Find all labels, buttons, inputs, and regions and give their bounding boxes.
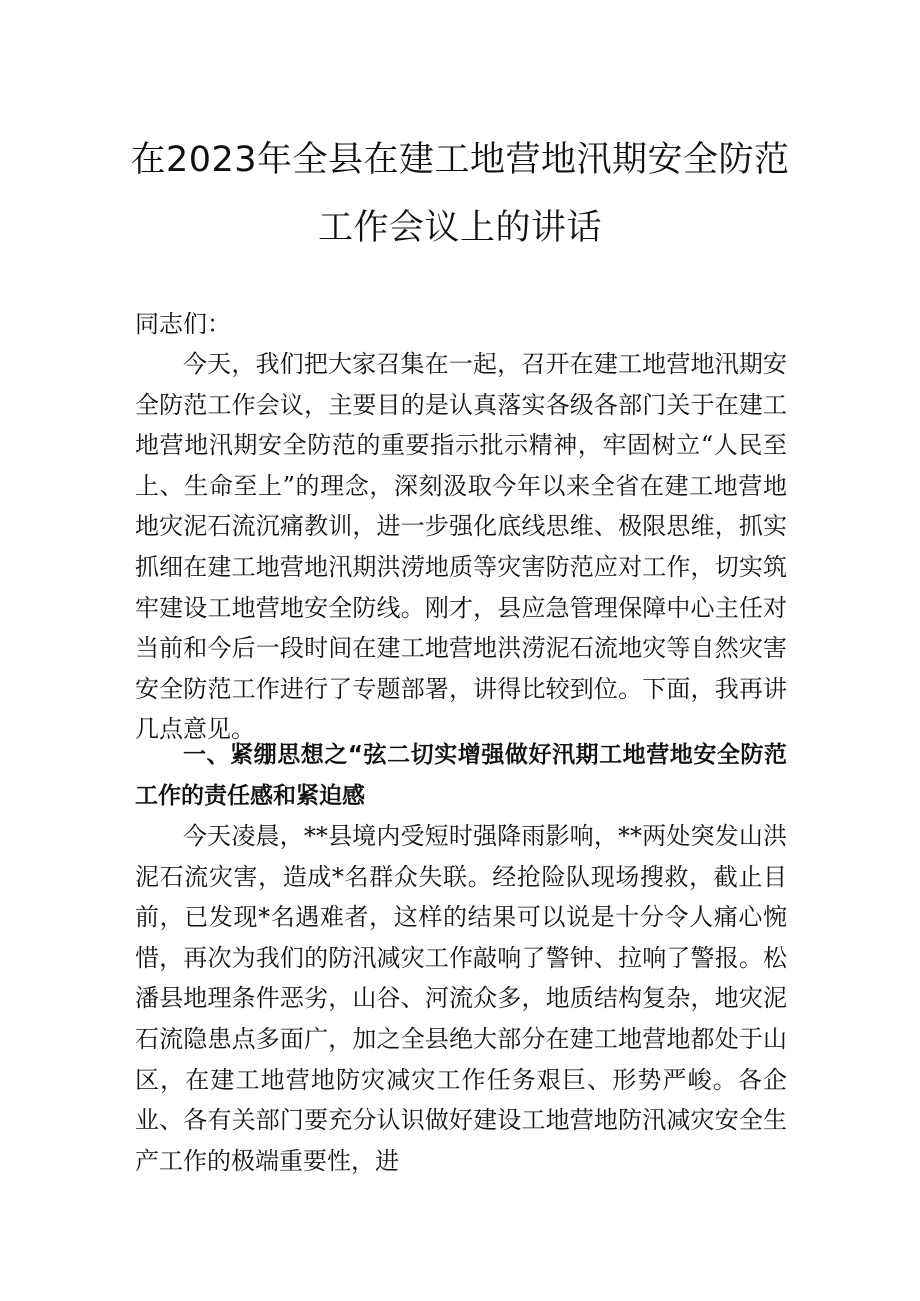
document-title-line-2: 工作会议上的讲话 <box>317 208 602 248</box>
paragraph-section-1: 今天凌晨，**县境内受短时强降雨影响，**两处突发山洪泥石流灾害，造成*名群众失联。经抢险队现场搜救，截止目前，已发现*名遇难者，这样的结果可以说是十分令人痛心惋惜，再次为我们的防汛减灾工作敲响了警钟、拉响了警报。松潘县地理条件恶劣，山谷、河流众多，地质结构复杂，地灾泥石流隐患点多面广，加之全县绝大部分在建工地营地都处于山区，在建工地营地防灾减灾工作任务艰巨、形势严峻。各企业、各有关部门要充分认识做好建设工地营地防汛减灾安全生产工作的极端重要性，进 <box>135 822 787 1175</box>
paragraph-intro: 今天，我们把大家召集在一起，召开在建工地营地汛期安全防范工作会议，主要目的是认真落实各级各部门关于在建工地营地汛期安全防范的重要指示批示精神，牢固树立“人民至上、生命至上”的理念，深刻汲取今年以来全省在建工地营地地灾泥石流沉痛教训，进一步强化底线思维、极限思维，抓实抓细在建工地营地汛期洪涝地质等灾害防范应对工作，切实筑牢建设工地营地安全防线。刚才，县应急管理保障中心主任对当前和今后一段时间在建工地营地洪涝泥石流地灾等自然灾害安全防范工作进行了专题部署，讲得比较到位。下面，我再讲几点意见。 <box>135 350 787 744</box>
salutation: 同志们： <box>135 310 231 338</box>
section-heading-1: 一、紧绷思想之“弦二切实增强做好汛期工地营地安全防范工作的责任感和紧迫感 <box>135 742 787 809</box>
document-title-line-1: 在2023年全县在建工地营地汛期安全防范 <box>130 140 790 180</box>
